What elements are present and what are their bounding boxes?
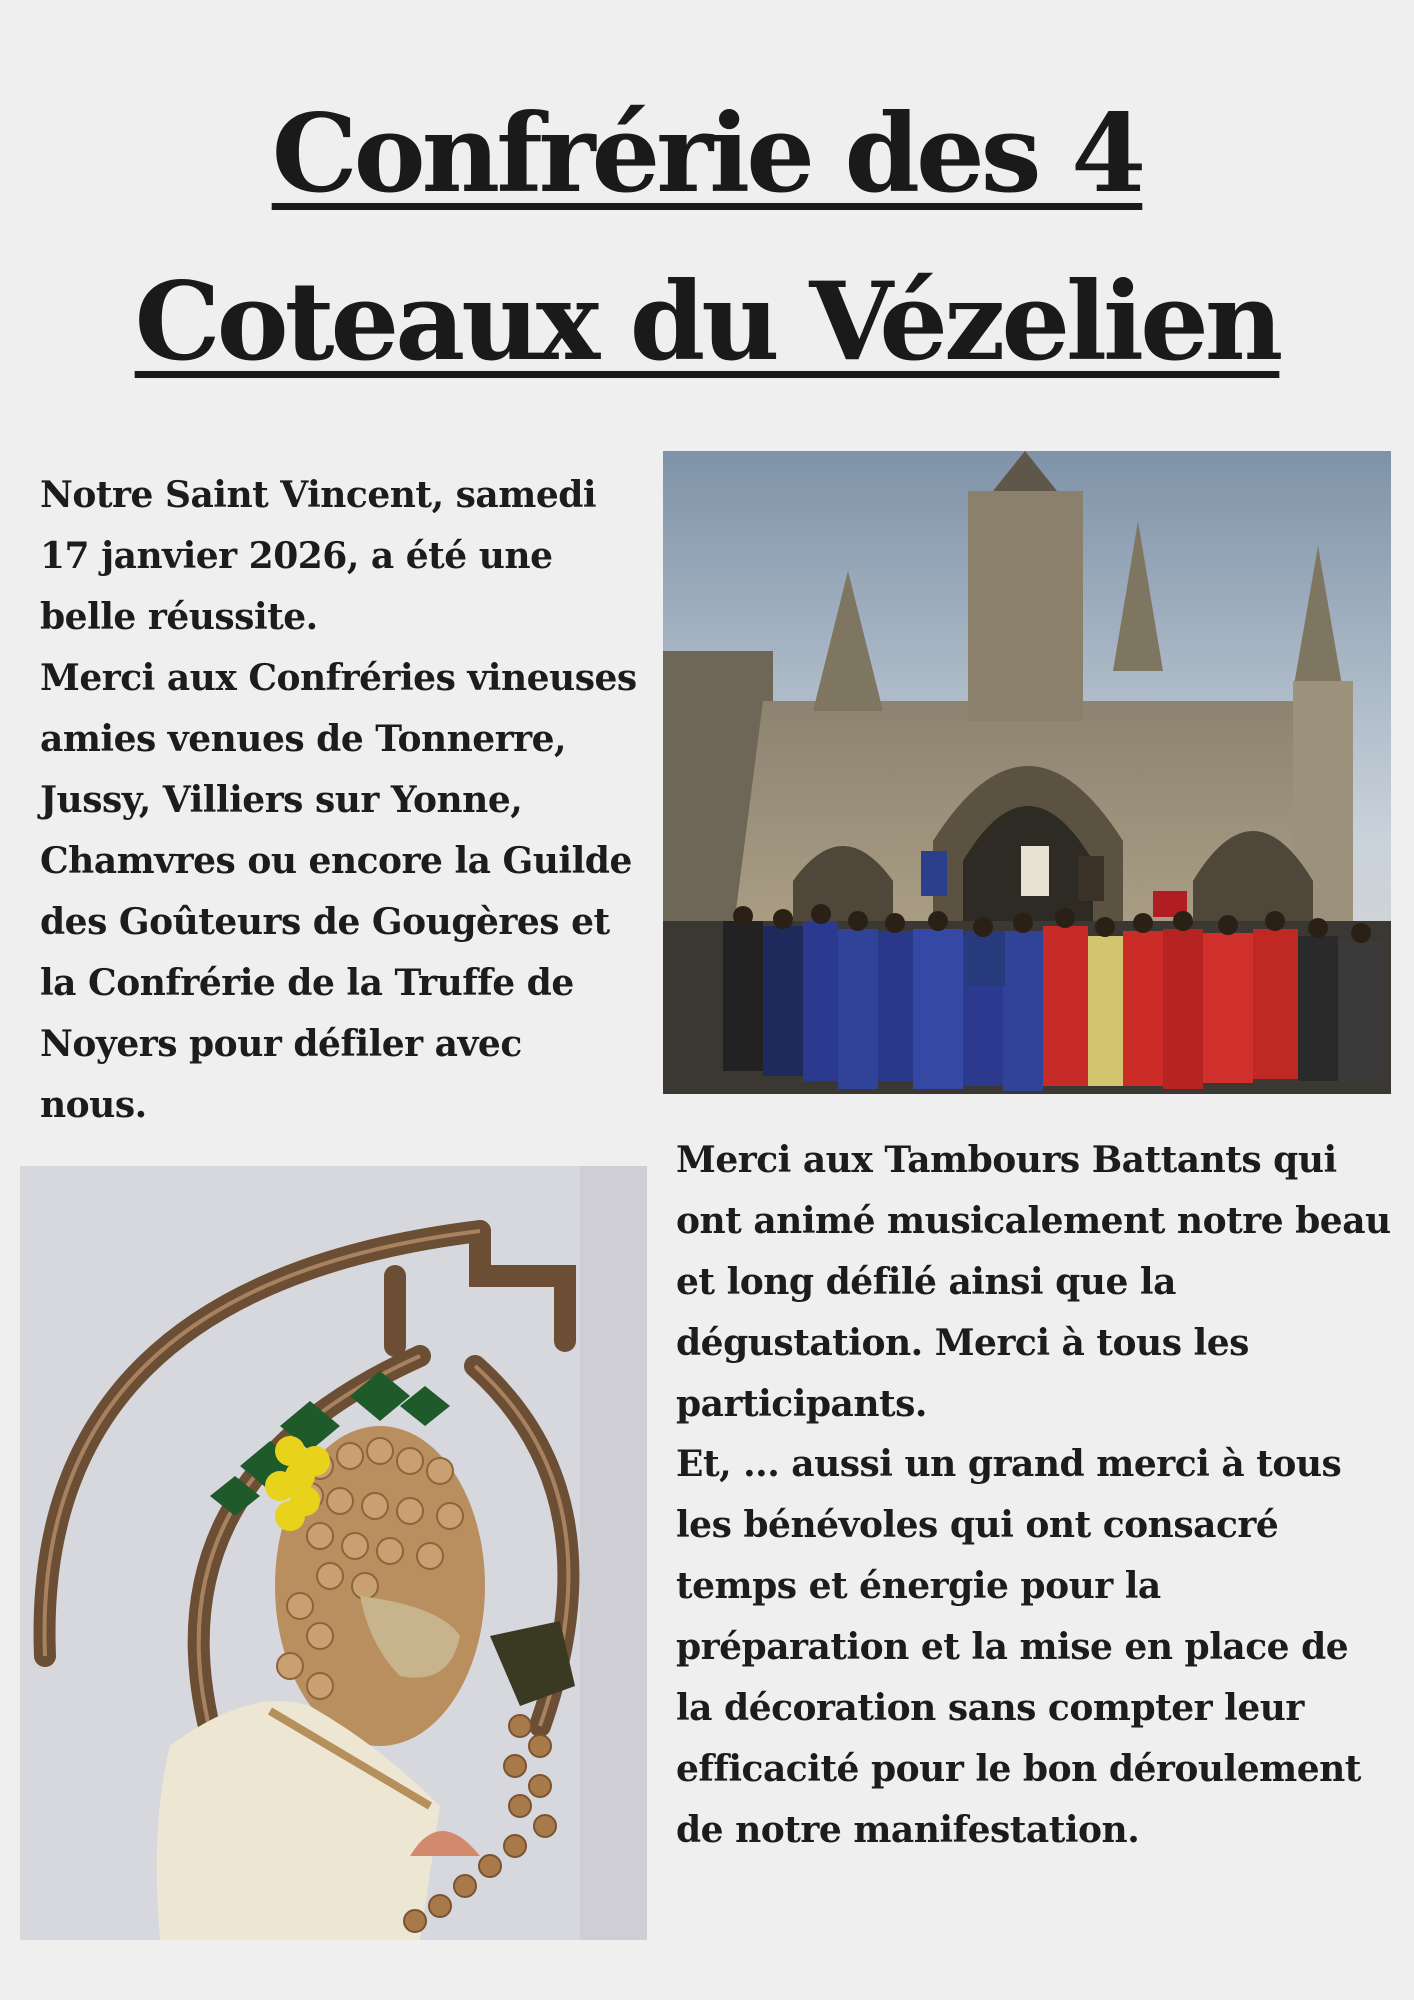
volunteers-thanks-paragraph: Et, ... aussi un grand merci à tous les bénévoles qui ont consacré temps et énergie pour la préparation et la mise en place de la décoration sans compter leur efficacité pour le bon déroulement de notre manifestation. [676, 1443, 1361, 1851]
title-line-2: Coteaux du Vézelien [134, 259, 1280, 385]
drums-thanks-paragraph: Merci aux Tambours Battants qui ont animé musicalement notre beau et long défilé ainsi que la dégustation. Merci à tous les participants. [676, 1139, 1391, 1425]
church-procession-photo [663, 451, 1391, 1094]
bacchus-cork-mosaic-photo [20, 1166, 647, 1940]
title-line-1: Confrérie des 4 [271, 91, 1143, 217]
page-title [0, 70, 1414, 406]
intro-paragraph: Notre Saint Vincent, samedi 17 janvier 2026, a été une belle réussite. Merci aux Confréries vineuses amies venues de Tonnerre, Jussy, Villiers sur Yonne, Chamvres ou encore la Guilde des Goûteurs de Gougères et la Confrérie de la Truffe de Noyers pour défiler avec nous. [40, 474, 637, 1126]
